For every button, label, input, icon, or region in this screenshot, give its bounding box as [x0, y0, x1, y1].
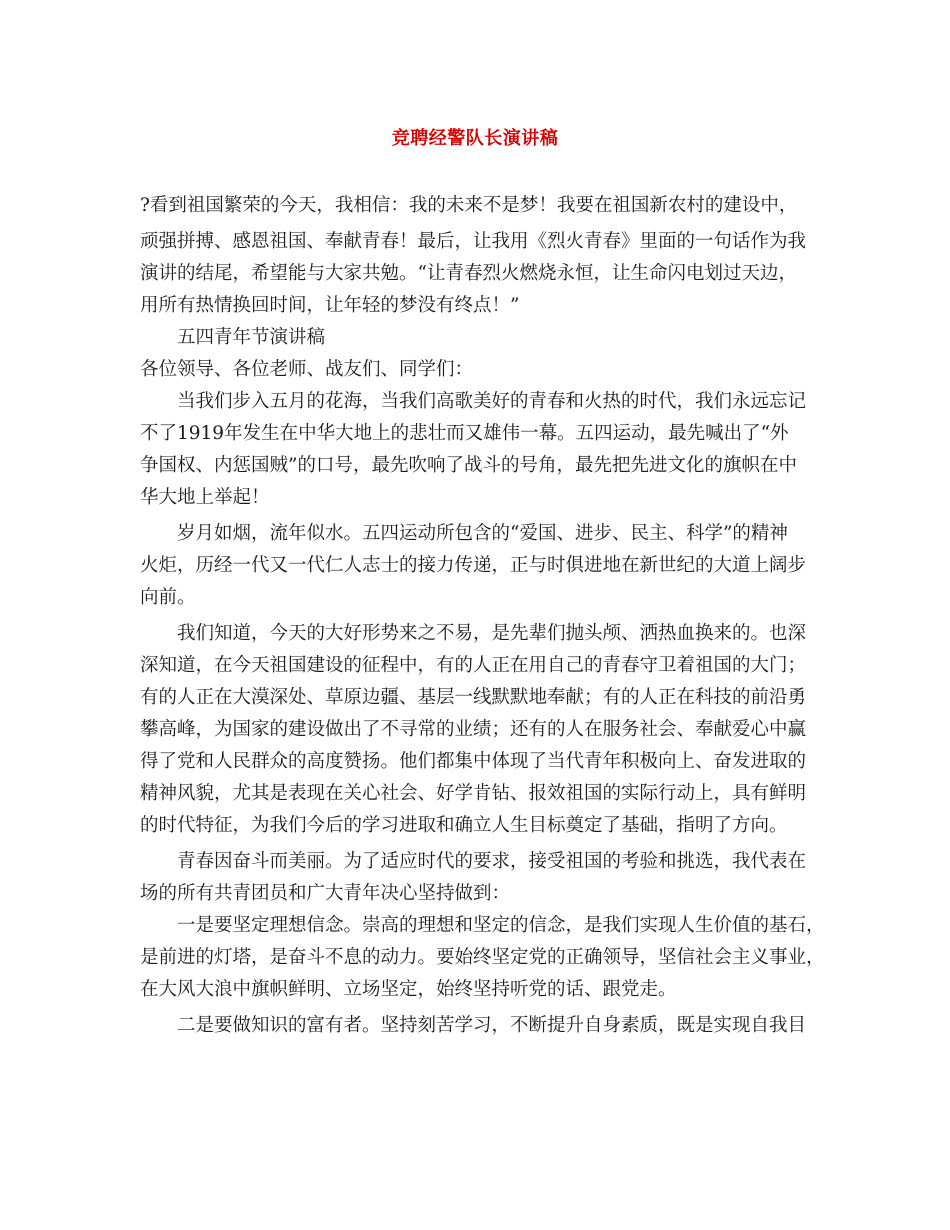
- text-line: 精神风貌，尤其是表现在关心社会、好学肯钻、报效祖国的实际行动上，具有鲜明: [140, 783, 807, 804]
- text-line: 是前进的灯塔，是奋斗不息的动力。要始终坚定党的正确领导，坚信社会主义事业，: [140, 947, 825, 968]
- text-line: 一是要坚定理想信念。崇高的理想和坚定的信念，是我们实现人生价值的基石，: [177, 915, 825, 936]
- text-line: 华大地上举起！: [140, 487, 270, 508]
- document-title: 竞聘经警队长演讲稿: [391, 128, 559, 149]
- document-body: [140, 190, 825, 1042]
- text-line: 深知道，在今天祖国建设的征程中，有的人正在用自己的青春守卫着祖国的大门；: [140, 655, 807, 676]
- text-line: 争国权、内惩国贼”的口号，最先吹响了战斗的号角，最先把先进文化的旗帜在中: [140, 455, 797, 476]
- text-line: 有的人正在大漠深处、草原边疆、基层一线默默地奉献；有的人正在科技的前沿勇: [140, 687, 807, 708]
- text-line: 二是要做知识的富有者。坚持刻苦学习，不断提升自身素质，既是实现自我目: [177, 1015, 807, 1036]
- text-line: 场的所有共青团员和广大青年决心坚持做到：: [140, 883, 511, 904]
- text-line: 五四青年节演讲稿: [177, 327, 326, 348]
- text-line: 当我们步入五月的花海，当我们高歌美好的青春和火热的时代，我们永远忘记: [177, 391, 807, 412]
- text-line: 岁月如烟，流年似水。五四运动所包含的“爱国、进步、民主、科学”的精神: [177, 523, 788, 544]
- text-line: 顽强拼搏、感恩祖国、奉献青春！最后，让我用《烈火青春》里面的一句话作为我: [140, 231, 807, 252]
- text-line: 演讲的结尾，希望能与大家共勉。“让青春烈火燃烧永恒，让生命闪电划过天边，: [140, 263, 797, 284]
- text-line: 向前。: [140, 587, 196, 608]
- text-line: 攀高峰，为国家的建设做出了不寻常的业绩；还有的人在服务社会、奉献爱心中赢: [140, 719, 807, 740]
- text-line: 我们知道，今天的大好形势来之不易，是先辈们抛头颅、洒热血换来的。也深: [177, 623, 807, 644]
- text-line: 青春因奋斗而美丽。为了适应时代的要求，接受祖国的考验和挑选，我代表在: [177, 851, 807, 872]
- text-line: 各位领导、各位老师、战友们、同学们：: [140, 359, 474, 380]
- text-line: 火炬，历经一代又一代仁人志士的接力传递，正与时俱进地在新世纪的大道上阔步: [140, 555, 807, 576]
- text-line: ?看到祖国繁荣的今天，我相信：我的未来不是梦！我要在祖国新农村的建设中，: [140, 195, 798, 216]
- text-line: 在大风大浪中旗帜鲜明、立场坚定，始终坚持听党的话、跟党走。: [140, 979, 677, 1000]
- text-line: 不了1919年发生在中华大地上的悲壮而又雄伟一幕。五四运动，最先喊出了“外: [140, 423, 789, 444]
- text-line: 用所有热情换回时间，让年轻的梦没有终点！”: [140, 295, 520, 316]
- text-line: 的时代特征，为我们今后的学习进取和确立人生目标奠定了基础，指明了方向。: [140, 815, 788, 836]
- text-line: 得了党和人民群众的高度赞扬。他们都集中体现了当代青年积极向上、奋发进取的: [140, 751, 807, 772]
